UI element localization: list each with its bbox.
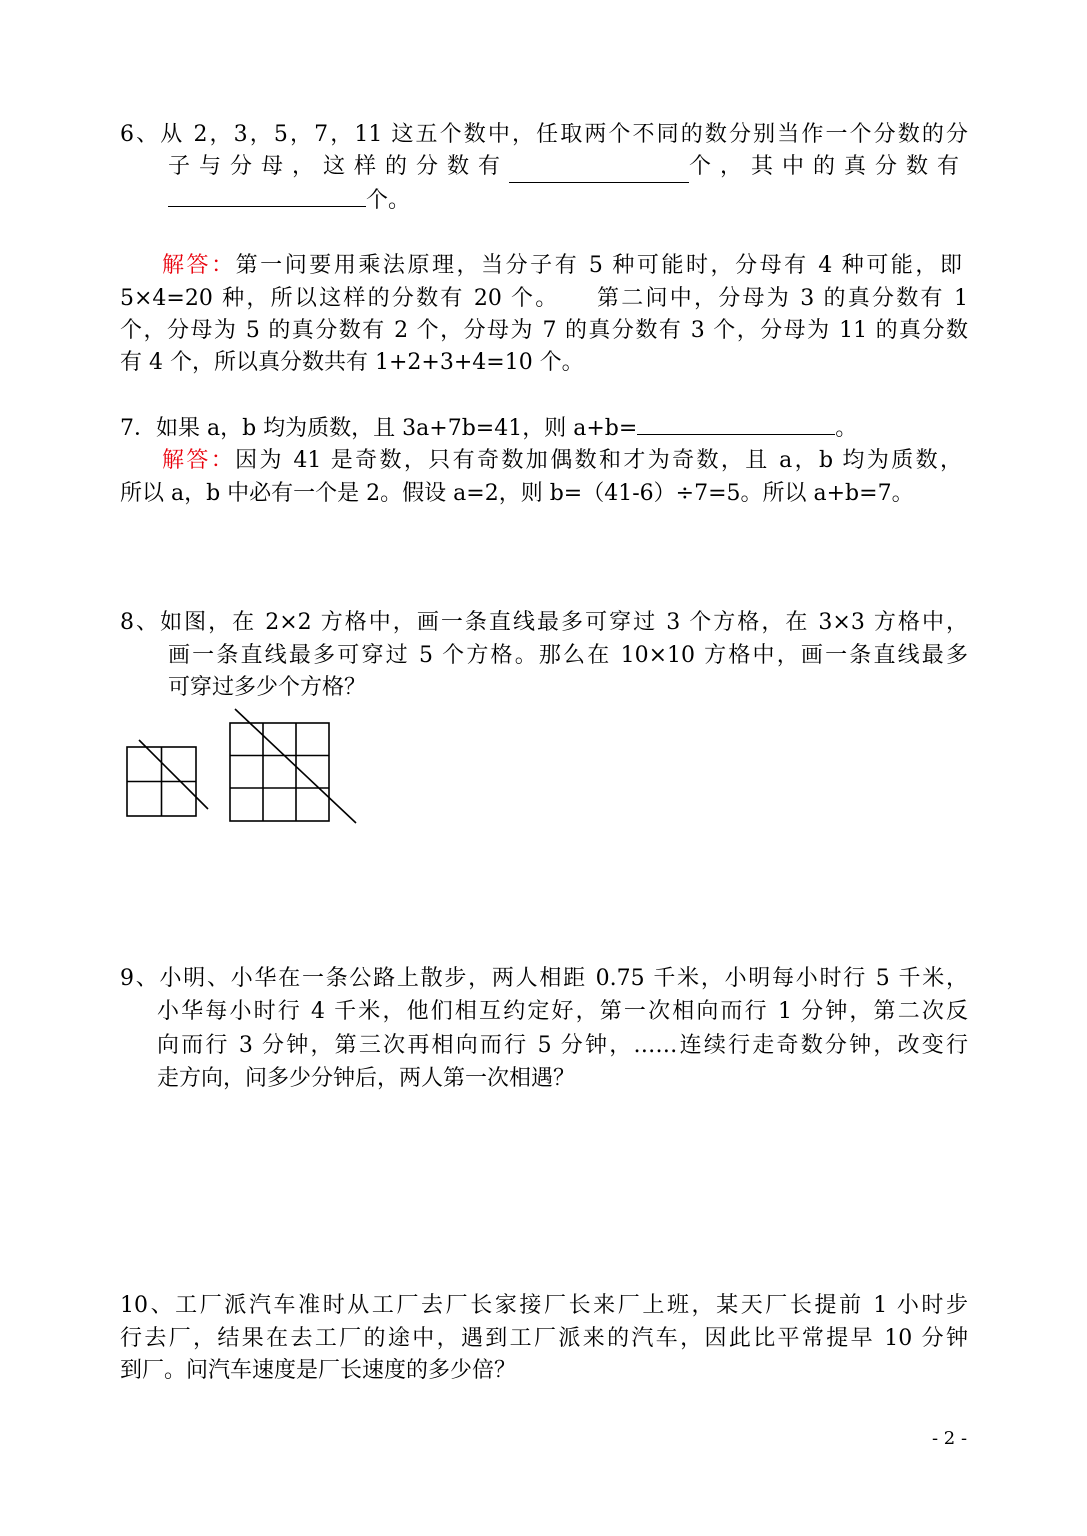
grid-2x2-figure (120, 730, 220, 825)
q6-answer-line-1 (162, 250, 962, 282)
q10-line-1: 10、工厂派汽车准时从工厂去厂长家接厂长来厂上班，某天厂长提前 1 小时步 (120, 1293, 968, 1318)
q6-line-1: 6、从 2，3，5，7，11 这五个数中，任取两个不同的数分别当作一个分数的分 (120, 122, 968, 147)
q6-line-2-text-a: 子与分母，这样的分数有 (168, 154, 510, 179)
q6-answer-line-4: 有 4 个，所以真分数共有 1+2+3+4=10 个。 (120, 350, 584, 375)
q7-answer-line-2: 所以 a，b 中必有一个是 2。假设 a=2，则 b=（41-6）÷7=5。所以 a+b=7。 (120, 481, 914, 506)
q9-line-4: 走方向，问多少分钟后，两人第一次相遇？ (157, 1066, 576, 1091)
q6-answer-label: 解答： (162, 253, 236, 278)
q6-answer-line-2: 5×4=20 种，所以这样的分数有 20 个。 第二问中，分母为 3 的真分数有 1 (120, 286, 968, 311)
q8-line-2: 画一条直线最多可穿过 5 个方格。那么在 10×10 方格中，画一条直线最多 (168, 643, 968, 668)
q7-line-1-text-a: 7．如果 a，b 均为质数，且 3a+7b=41，则 a+b= (120, 416, 638, 441)
q6-answer-line-3: 个，分母为 5 的真分数有 2 个，分母为 7 的真分数有 3 个，分母为 11 的真分数 (120, 318, 968, 343)
page-number: - 2 - (932, 1428, 968, 1449)
q10-line-3: 到厂。问汽车速度是厂长速度的多少倍？ (120, 1358, 517, 1383)
q6-blank-2[interactable] (168, 184, 366, 207)
q8-line-3: 可穿过多少个方格？ (168, 675, 367, 700)
q6-line-3-text: 个。 (366, 188, 411, 213)
q6-line-3 (168, 184, 568, 216)
q10-line-2: 行去厂，结果在去工厂的途中，遇到工厂派来的汽车，因此比平常提早 10 分钟 (120, 1326, 968, 1351)
q7-blank[interactable] (637, 412, 835, 435)
q6-blank-1[interactable] (509, 160, 689, 183)
q8-line-1: 8、如图，在 2×2 方格中，画一条直线最多可穿过 3 个方格，在 3×3 方格中， (120, 610, 968, 635)
q7-answer-line-1 (162, 445, 962, 477)
q7-answer-text-1: 因为 41 是奇数，只有奇数加偶数和才为奇数，且 a，b 均为质数， (235, 448, 962, 473)
grid-3x3-figure (225, 705, 365, 830)
q7-answer-label: 解答： (162, 448, 236, 473)
q6-line-2 (168, 151, 968, 183)
q7-line-1 (120, 412, 880, 444)
q9-line-3: 向而行 3 分钟，第三次再相向而行 5 分钟，……连续行走奇数分钟，改变行 (157, 1033, 968, 1058)
grid-2x2-diagonal (139, 740, 208, 809)
q9-line-1: 9、小明、小华在一条公路上散步，两人相距 0.75 千米，小明每小时行 5 千米， (120, 966, 968, 991)
q6-answer-text-1: 第一问要用乘法原理，当分子有 5 种可能时，分母有 4 种可能，即 (235, 253, 962, 278)
q6-line-2-text-b: 个，其中的真分数有 (688, 154, 968, 179)
grid-3x3-border (230, 723, 329, 821)
q7-line-1-text-b: 。 (835, 416, 858, 441)
q9-line-2: 小华每小时行 4 千米，他们相互约定好，第一次相向而行 1 分钟，第二次反 (157, 999, 968, 1024)
